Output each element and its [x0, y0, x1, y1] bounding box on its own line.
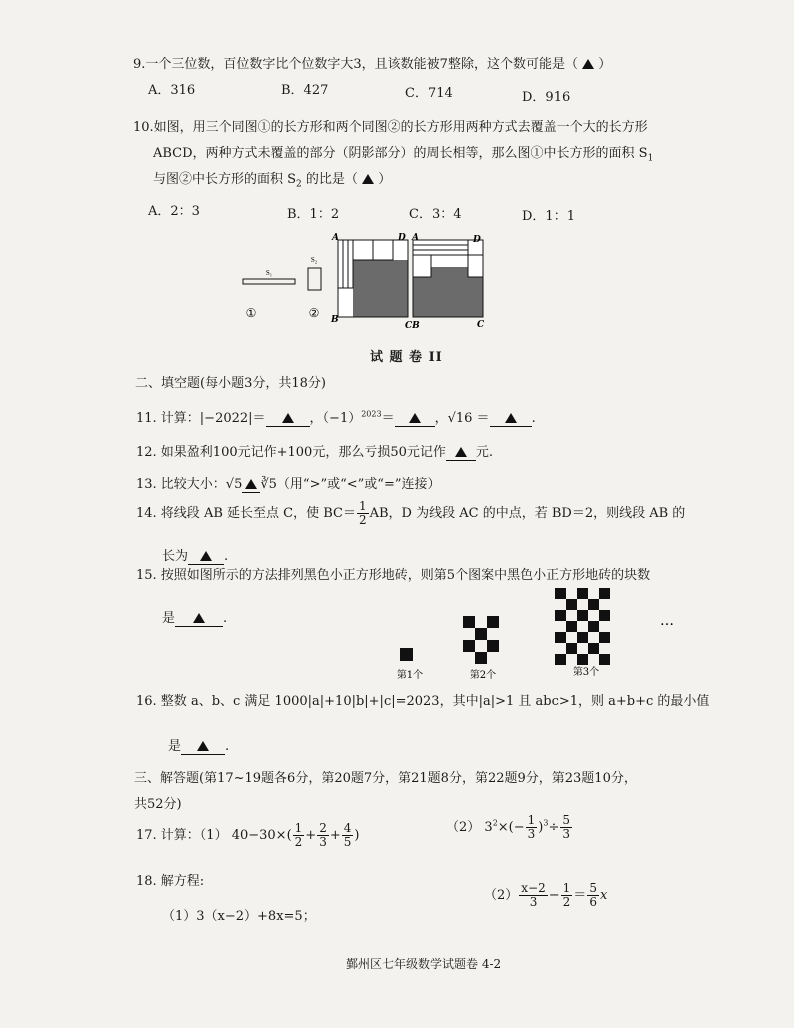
q17-close: ) — [354, 828, 360, 843]
label-d2: D — [473, 235, 481, 245]
q16-line1: 16. 整数 a、b、c 满足 1000|a|+10|b|+|c|=2023，其中|a|>1 且 abc>1，则 a+b+c 的最小值 — [136, 694, 710, 709]
q15-b: 是 — [162, 611, 176, 626]
q17-part2 — [446, 814, 573, 841]
q14-line2 — [162, 545, 228, 565]
q12 — [136, 441, 493, 461]
q11-d: ，√16 ＝ — [434, 411, 490, 426]
q9-option-c: C．714 — [405, 86, 453, 101]
q11 — [136, 407, 536, 427]
label-cb: CB — [405, 321, 420, 330]
rect-s1 — [243, 279, 295, 284]
page-footer: 鄞州区七年级数学试题卷 4-2 — [346, 957, 502, 971]
q9-option-b: B．427 — [281, 83, 329, 98]
q17-frac-1: $\frac{1}{2}$ — [294, 821, 303, 849]
label-d1: D — [398, 233, 406, 243]
label-circle-1: ① — [245, 306, 257, 320]
q18-part1: （1）3（x−2）+8x=5； — [162, 909, 316, 924]
q16-c: . — [225, 739, 230, 754]
q17-a: 17. 计算：（1） 40−30×( — [136, 828, 292, 843]
q12-a: 12. 如果盈利100元记作+100元，那么亏损50元记作 — [136, 445, 446, 460]
q16-blank — [181, 739, 225, 755]
q11-blank-2 — [395, 411, 435, 427]
q10-line1: 10.如图，用三个同图①的长方形和两个同图②的长方形用两种方式去覆盖一个大的长方形 — [133, 120, 648, 135]
q18-p2: （2） — [484, 888, 519, 903]
pattern-2 — [463, 616, 499, 664]
q10-option-a: A．2：3 — [148, 204, 200, 219]
q18-title: 18. 解方程: — [136, 874, 205, 889]
q17-part1 — [136, 822, 359, 849]
q11-b: ，（−1） — [309, 411, 362, 426]
label-circle-2: ② — [308, 306, 320, 320]
q17-frac-5: $\frac{5}{3}$ — [562, 813, 570, 841]
q14-c: 长为 — [162, 549, 189, 564]
q17-c2: ) — [538, 820, 544, 835]
q13 — [136, 473, 440, 493]
q17-b-exp: 2 — [492, 818, 498, 828]
q18-frac-3: $\frac{5}{6}$ — [589, 881, 597, 909]
q17-c: ×(− — [497, 820, 525, 835]
q17-frac-3: $\frac{4}{5}$ — [343, 821, 352, 849]
q18-frac-2: $\frac{1}{2}$ — [562, 881, 571, 909]
q10-line3a: 与图②中长方形的面积 S — [153, 172, 297, 187]
q15-line1: 15. 按照如图所示的方法排列黑色小正方形地砖，则第5个图案中黑色小正方形地砖的块数 — [136, 568, 651, 583]
label-s2: S₂ — [310, 256, 318, 264]
figure-abcd-2 — [413, 240, 483, 317]
q13-b: ∛5（用“>”或“<”或“=”连接） — [260, 477, 441, 492]
q13-a: 13. 比较大小：√5 — [136, 477, 243, 492]
q17-frac-4: $\frac{1}{3}$ — [527, 813, 536, 841]
q10-option-d: D．1：1 — [522, 209, 575, 224]
q14-a: 14. 将线段 AB 延长至点 C，使 BC＝ — [136, 506, 356, 521]
q10-line3b: 的比是（ — [301, 172, 358, 187]
q14 — [136, 500, 685, 527]
rect-s2 — [308, 268, 321, 290]
q14-fraction: $\frac{1}{2}$ — [358, 499, 367, 527]
q11-a: 11. 计算：|−2022|＝ — [136, 411, 266, 426]
q11-blank-3 — [490, 411, 532, 427]
q17-plus2: + — [329, 828, 341, 843]
q18-x: x — [599, 888, 608, 903]
q10-line3: 与图②中长方形的面积 $S_2$ 的比是（ ） — [153, 172, 392, 190]
pattern-label-1: 第1个 — [396, 670, 424, 680]
q11-c: ＝ — [381, 411, 395, 426]
section2-header: 试 题 卷 II — [370, 350, 443, 365]
q14-blank — [188, 549, 224, 565]
q10-line2-text: ABCD，两种方式未覆盖的部分（阴影部分）的周长相等，那么图①中长方形的面积 S — [153, 146, 648, 161]
q15-blank — [175, 611, 223, 627]
q9-stem-end: ） — [598, 57, 612, 72]
q14-d: . — [224, 549, 229, 564]
answer-triangle-icon — [582, 59, 594, 69]
label-b1: B — [331, 315, 339, 325]
q18-frac-1: $\frac{x-2}{3}$ — [521, 881, 546, 909]
q13-blank — [242, 477, 260, 493]
pattern-label-3: 第3个 — [572, 667, 600, 678]
q14-b: AB，D 为线段 AC 的中点，若 BD＝2，则线段 AB 的 — [369, 506, 686, 521]
q16-b: 是 — [168, 739, 182, 754]
section3-title-line2: 共52分) — [134, 797, 182, 812]
q9-option-a: A．316 — [148, 83, 196, 98]
figure-abcd-1 — [338, 240, 408, 317]
q11-b-exp: 2023 — [361, 409, 382, 419]
section3-title-line1: 三、解答题(第17~19题各6分，第20题7分，第21题8分，第22题9分，第23题10分， — [134, 771, 637, 786]
pattern-1 — [400, 648, 413, 661]
pattern-ellipsis: … — [660, 613, 674, 629]
q17-c3: ÷ — [548, 820, 560, 835]
q18-part2 — [484, 882, 607, 909]
pattern-3 — [555, 588, 610, 665]
label-a2: A — [412, 233, 419, 243]
q17-plus1: + — [305, 828, 317, 843]
q10-option-b: B．1：2 — [287, 207, 340, 222]
q10-line2: ABCD，两种方式未覆盖的部分（阴影部分）的周长相等，那么图①中长方形的面积 $S_1$ — [153, 146, 654, 164]
label-s1: S₁ — [265, 269, 273, 277]
q18-eq: ＝ — [573, 888, 587, 903]
q10-figure — [235, 230, 495, 330]
q11-blank-1 — [266, 411, 310, 427]
q15-figure — [390, 585, 690, 680]
q17-b: （2） 3 — [446, 820, 493, 835]
label-a1: A — [332, 233, 339, 243]
q9-option-d: D．916 — [522, 90, 571, 105]
q18-minus: − — [548, 888, 560, 903]
q10-line3c: ） — [378, 172, 392, 187]
q17-c2-exp: 3 — [543, 818, 549, 828]
q17-frac-2: $\frac{2}{3}$ — [319, 821, 327, 849]
section2-title: 二、填空题(每小题3分，共18分) — [135, 376, 326, 391]
q10-option-c: C．3：4 — [409, 207, 462, 222]
q15-c: . — [223, 611, 228, 626]
q9-stem-text: 9.一个三位数，百位数字比个位数字大3，且该数能被7整除，这个数可能是（ — [133, 57, 578, 72]
answer-triangle-icon — [362, 174, 374, 184]
q9-stem — [133, 53, 611, 72]
q16-line2 — [168, 735, 229, 755]
pattern-label-2: 第2个 — [469, 670, 497, 680]
q12-blank — [446, 445, 476, 461]
label-c2: C — [477, 320, 485, 330]
q11-e: . — [531, 411, 536, 426]
q12-b: 元. — [475, 445, 494, 460]
q15-line2 — [162, 607, 227, 627]
